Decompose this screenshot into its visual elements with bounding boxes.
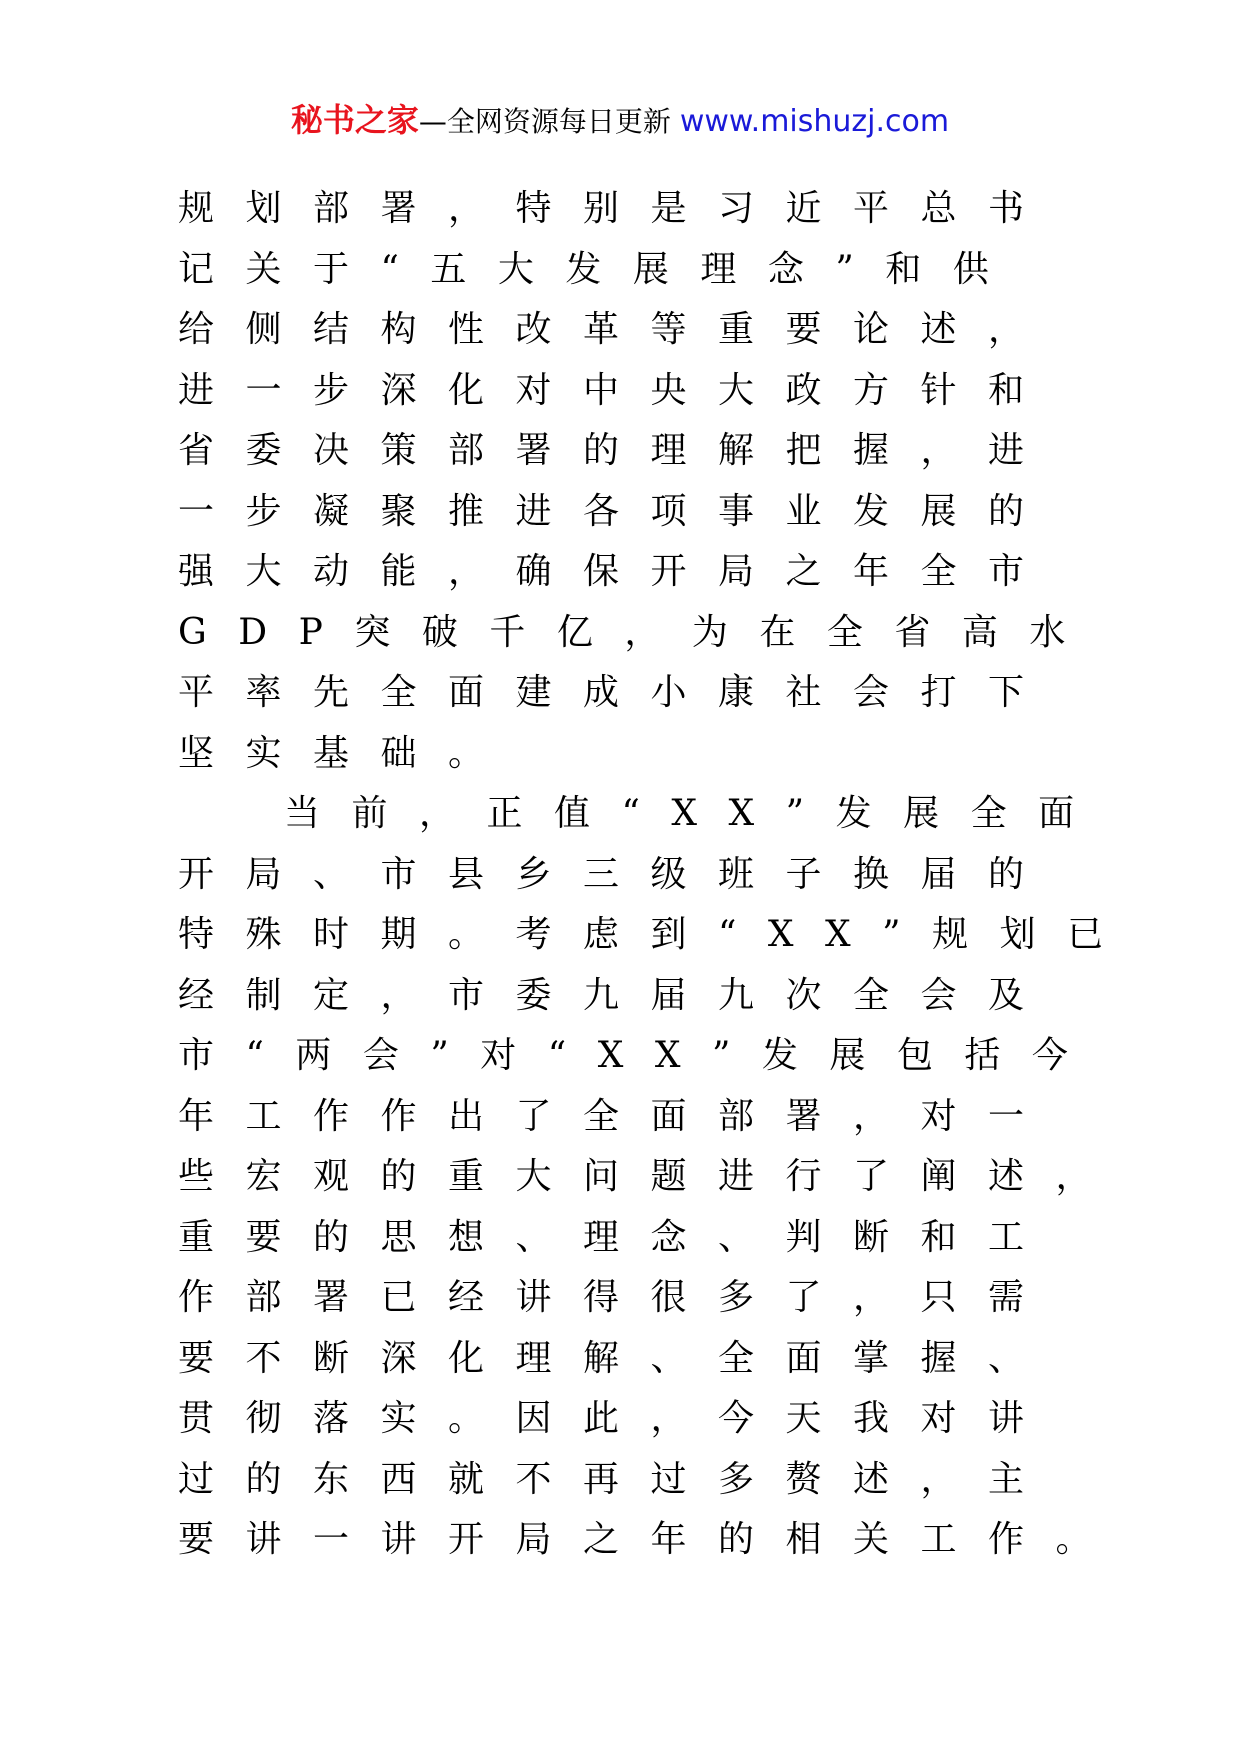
text-line: 作部署已经讲得很多了，只需 — [178, 1277, 1056, 1318]
text-line: 规划部署，特别是习近平总书 — [178, 188, 1056, 229]
text-line: 些宏观的重大问题进行了阐述， — [178, 1156, 1124, 1197]
text-line: 经制定，市委九届九次全会及 — [178, 974, 1056, 1016]
text-line: 给侧结构性改革等重要论述， — [178, 309, 1056, 350]
text-line: 特殊时期。考虑到“XX”规划已 — [178, 914, 1135, 955]
website-link[interactable]: www.mishuzj.com — [679, 104, 950, 139]
text-line: GDP突破千亿，为在全省高水 — [178, 611, 1097, 653]
text-line: 市“两会”对“XX”发展包括今 — [178, 1035, 1100, 1076]
text-line: 要不断深化理解、全面掌握、 — [178, 1337, 1056, 1379]
paragraph-1 — [178, 186, 1118, 791]
text-line: 强大动能，确保开局之年全市 — [178, 551, 1056, 592]
text-line: 要讲一讲开局之年的相关工作。 — [178, 1519, 1124, 1560]
text-line: 记关于“五大发展理念”和供 — [178, 248, 1021, 290]
text-line: 过的东西就不再过多赘述，主 — [178, 1458, 1056, 1500]
text-line: 坚实基础。 — [178, 732, 516, 774]
text-line: 贯彻落实。因此，今天我对讲 — [178, 1398, 1056, 1439]
text-line: 重要的思想、理念、判断和工 — [178, 1216, 1056, 1258]
brand-name: 秘书之家 — [290, 101, 419, 139]
text-line: 平率先全面建成小康社会打下 — [178, 672, 1056, 713]
text-line: 进一步深化对中央大政方针和 — [178, 369, 1056, 411]
text-line: 年工作作出了全面部署，对一 — [178, 1095, 1056, 1137]
paragraph-2 — [178, 791, 1135, 1578]
text-line: 开局、市县乡三级班子换届的 — [178, 853, 1056, 895]
text-line: 省委决策部署的理解把握，进 — [178, 430, 1056, 471]
text-line: 一步凝聚推进各项事业发展的 — [178, 490, 1056, 532]
header-tagline: —全网资源每日更新 — [418, 105, 671, 138]
document-body — [178, 186, 1135, 1578]
text-line: 当前，正值“XX”发展全面 — [284, 793, 1106, 834]
page-header — [0, 100, 1240, 142]
